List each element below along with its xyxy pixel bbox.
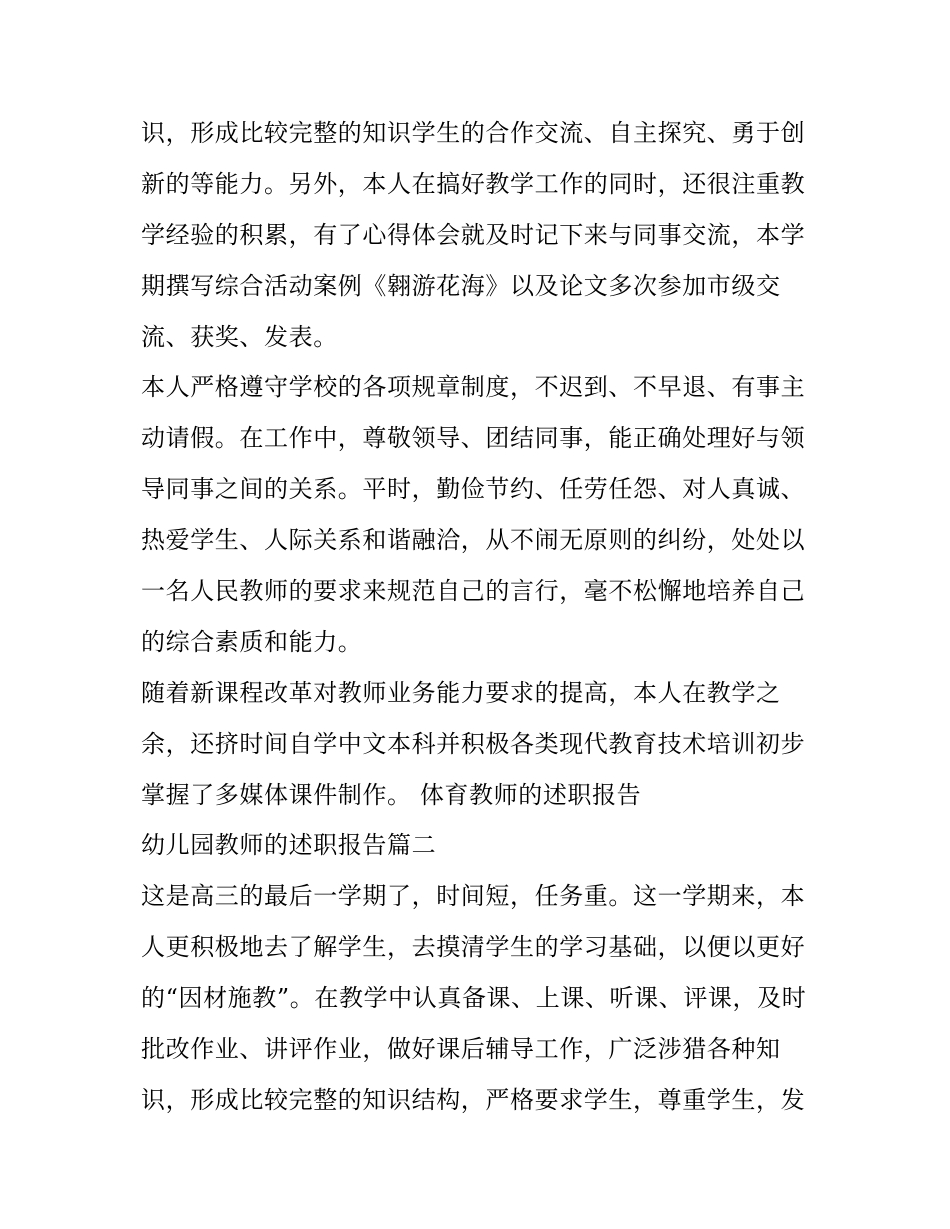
text-line: 的“因材施教”。在教学中认真备课、上课、听课、评课，及时 bbox=[141, 984, 807, 1013]
text-line: 一名人民教师的要求来规范自己的言行，毫不松懈地培养自己 bbox=[141, 577, 806, 606]
text-line: 的综合素质和能力。 bbox=[141, 627, 363, 656]
text-line: 导同事之间的关系。平时，勤俭节约、任劳任怨、对人真诚、 bbox=[141, 475, 806, 504]
text-line: 掌握了多媒体课件制作。 体育教师的述职报告 bbox=[141, 780, 642, 809]
text-line: 动请假。在工作中，尊敬领导、团结同事，能正确处理好与领 bbox=[141, 424, 806, 453]
text-line: 流、获奖、发表。 bbox=[141, 322, 338, 351]
text-line: 识，形成比较完整的知识结构，严格要求学生，尊重学生，发 bbox=[141, 1085, 806, 1114]
text-line: 随着新课程改革对教师业务能力要求的提高，本人在教学之 bbox=[141, 678, 781, 707]
text-line: 学经验的积累，有了心得体会就及时记下来与同事交流，本学 bbox=[141, 220, 806, 249]
text-line: 批改作业、讲评作业，做好课后辅导工作，广泛涉猎各种知 bbox=[141, 1035, 781, 1064]
text-line: 人更积极地去了解学生，去摸清学生的学习基础，以便以更好 bbox=[141, 933, 806, 962]
text-line: 热爱学生、人际关系和谐融洽，从不闹无原则的纠纷，处处以 bbox=[141, 526, 806, 555]
text-line: 识，形成比较完整的知识学生的合作交流、自主探究、勇于创 bbox=[141, 119, 806, 147]
text-line: 期撰写综合活动案例《翱游花海》以及论文多次参加市级交 bbox=[141, 271, 781, 300]
body-text bbox=[141, 108, 821, 1126]
text-line: 这是高三的最后一学期了，时间短，任务重。这一学期来，本 bbox=[141, 882, 806, 911]
text-line: 本人严格遵守学校的各项规章制度，不迟到、不早退、有事主 bbox=[141, 373, 806, 402]
text-line: 新的等能力。另外，本人在搞好教学工作的同时，还很注重教 bbox=[141, 169, 806, 198]
section-heading: 幼儿园教师的述职报告篇二 bbox=[141, 831, 437, 860]
text-line: 余，还挤时间自学中文本科并积极各类现代教育技术培训初步 bbox=[141, 729, 806, 758]
